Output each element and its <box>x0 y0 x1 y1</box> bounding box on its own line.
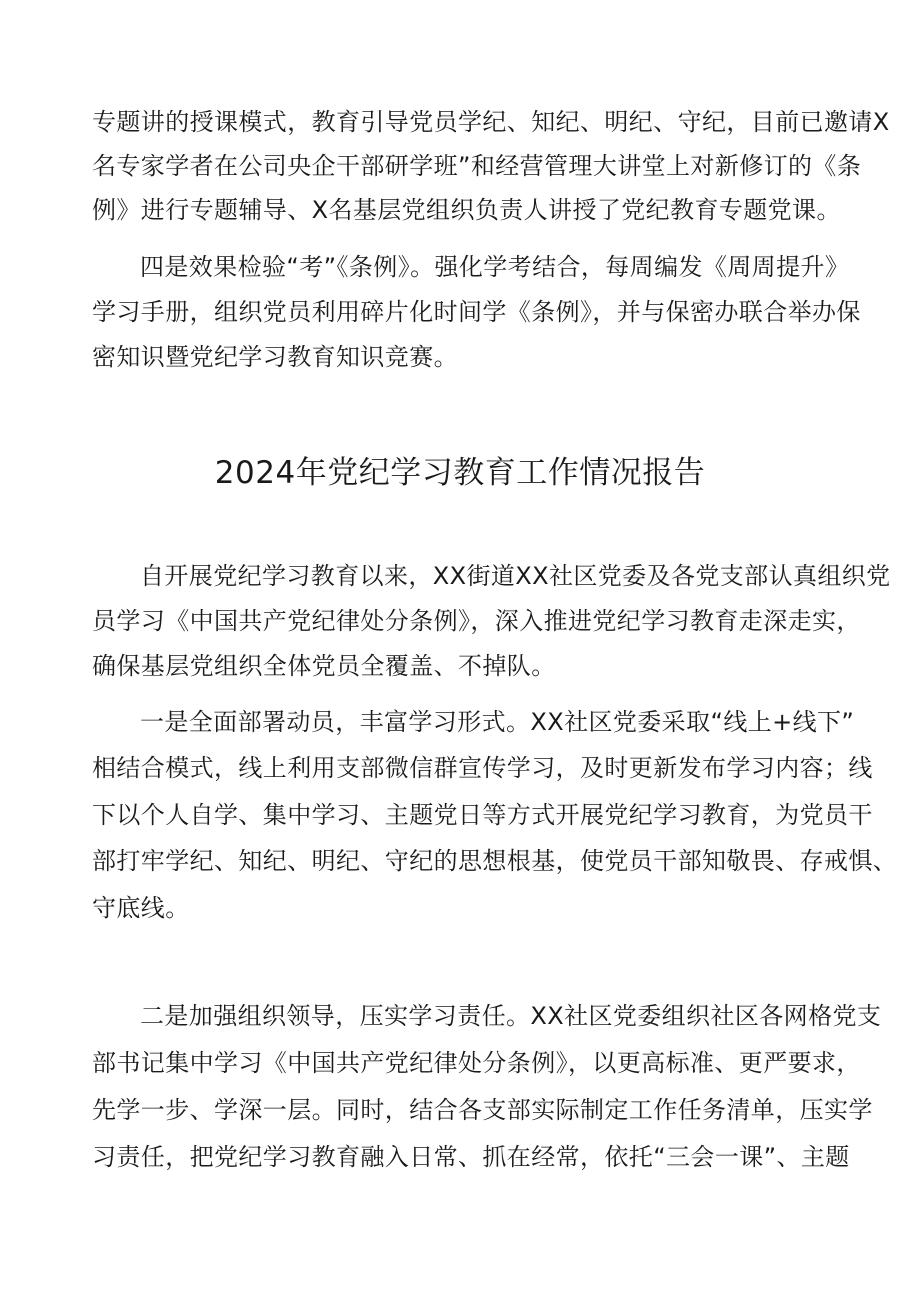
paragraph-line: 例》进行专题辅导、X名基层党组织负责人讲授了党纪教育专题党课。 <box>92 196 841 224</box>
paragraph-line: 先学一步、学深一层。同时，结合各支部实际制定工作任务清单，压实学 <box>92 1096 873 1124</box>
paragraph-line: 自开展党纪学习教育以来，XX街道XX社区党委及各党支部认真组织党 <box>140 562 891 590</box>
paragraph-line: 下以个人自学、集中学习、主题党日等方式开展党纪学习教育，为党员干 <box>92 801 873 829</box>
report-title: 2024年党纪学习教育工作情况报告 <box>214 455 706 491</box>
paragraph-line: 员学习《中国共产党纪律处分条例》，深入推进党纪学习教育走深走实， <box>92 607 861 635</box>
paragraph-line: 守底线。 <box>92 894 190 922</box>
paragraph-line: 名专家学者在公司央企干部研学班”和经营管理大讲堂上对新修订的《条 <box>92 152 862 180</box>
paragraph-line: 一是全面部署动员，丰富学习形式。XX社区党委采取“线上+线下” <box>140 708 855 736</box>
paragraph-line: 确保基层党组织全体党员全覆盖、不掉队。 <box>92 652 556 680</box>
paragraph-line: 四是效果检验“考”《条例》。强化学考结合，每周编发《周周提升》 <box>140 253 850 281</box>
paragraph-line: 学习手册，组织党员利用碎片化时间学《条例》，并与保密办联合举办保 <box>92 298 861 326</box>
paragraph-line: 相结合模式，线上利用支部微信群宣传学习，及时更新发布学习内容；线 <box>92 754 873 782</box>
paragraph-line: 部书记集中学习《中国共产党纪律处分条例》，以更高标准、更严要求， <box>92 1049 861 1077</box>
paragraph-line: 密知识暨党纪学习教育知识竞赛。 <box>92 343 458 371</box>
paragraph-line: 习责任，把党纪学习教育融入日常、抓在经常，依托“三会一课”、主题 <box>92 1143 850 1171</box>
paragraph-line: 部打牢学纪、知纪、明纪、守纪的思想根基，使党员干部知敬畏、存戒惧、 <box>92 847 898 875</box>
paragraph-line: 专题讲的授课模式，教育引导党员学纪、知纪、明纪、守纪，目前已邀请X <box>92 108 890 136</box>
paragraph-line: 二是加强组织领导，压实学习责任。XX社区党委组织社区各网格党支 <box>140 1002 882 1030</box>
